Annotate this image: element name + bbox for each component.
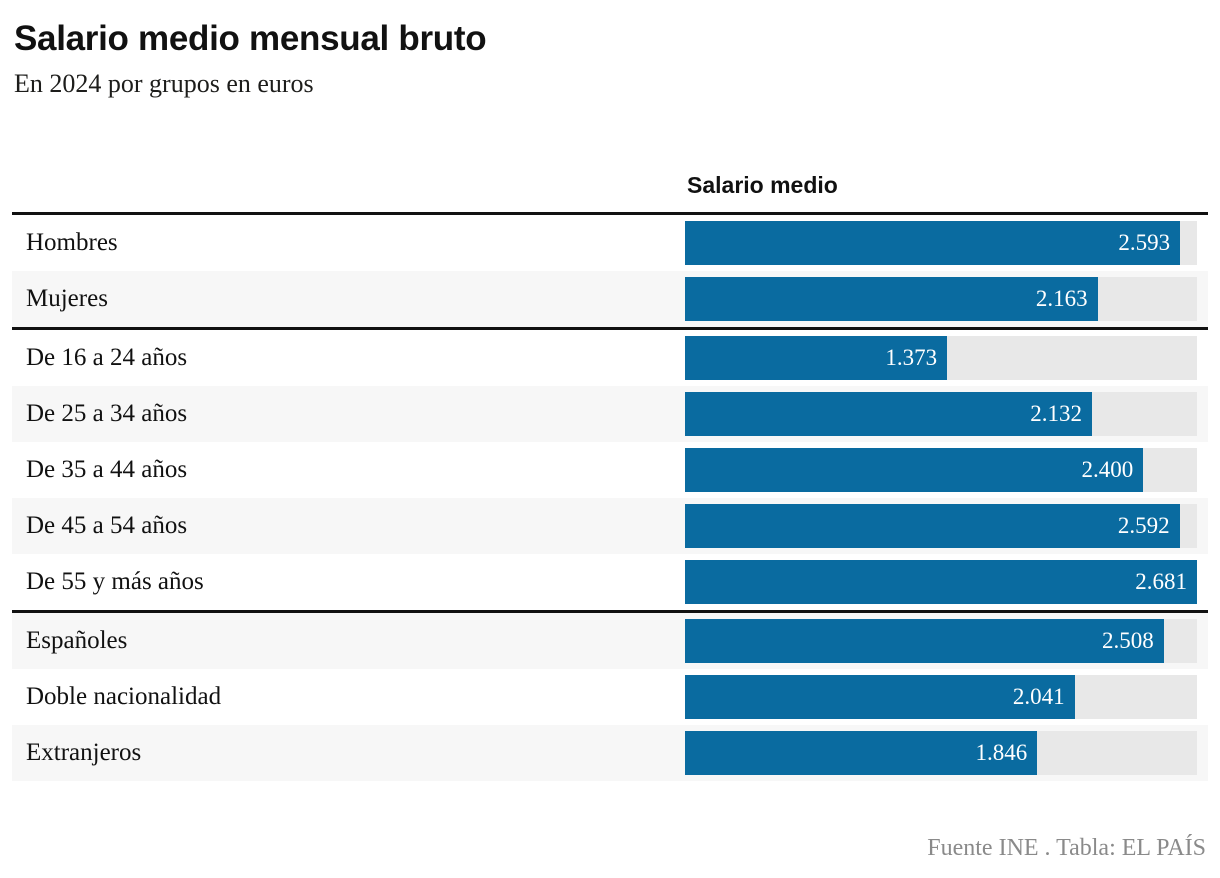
bar xyxy=(685,336,947,380)
bar-value-label: 2.400 xyxy=(1081,457,1134,482)
row-category-label: Españoles xyxy=(26,627,128,654)
bar-chart xyxy=(12,150,1208,781)
table-row xyxy=(12,725,1208,781)
bar xyxy=(685,560,1197,604)
bar-zone xyxy=(685,560,1197,604)
bar-value-label: 2.163 xyxy=(1035,286,1088,311)
bar-value-label: 1.373 xyxy=(885,345,938,370)
bar-value-label: 2.041 xyxy=(1012,684,1065,709)
table-row xyxy=(12,386,1208,442)
row-category-label: De 35 a 44 años xyxy=(26,456,188,483)
table-row xyxy=(12,498,1208,554)
table-row xyxy=(12,442,1208,498)
bar-value-label: 2.508 xyxy=(1101,628,1154,653)
row-category-label: De 45 a 54 años xyxy=(26,512,188,539)
row-category-label: Hombres xyxy=(26,229,118,256)
bar-value-label: 2.132 xyxy=(1030,401,1083,426)
source-note: Fuente INE . Tabla: EL PAÍS xyxy=(927,835,1206,861)
bar-zone xyxy=(685,675,1197,719)
row-category-label: Doble nacionalidad xyxy=(26,683,222,710)
bar-zone xyxy=(685,448,1197,492)
row-category-label: De 25 a 34 años xyxy=(26,400,188,427)
bar-value-label: 1.846 xyxy=(975,740,1028,765)
bar xyxy=(685,448,1143,492)
bar-value-label: 2.592 xyxy=(1117,513,1170,538)
bar xyxy=(685,619,1164,663)
table-row xyxy=(12,610,1208,669)
bar xyxy=(685,277,1098,321)
bar-value-label: 2.681 xyxy=(1135,569,1187,594)
bar-zone xyxy=(685,619,1197,663)
page-title: Salario medio mensual bruto xyxy=(14,19,487,58)
column-header-label: Salario medio xyxy=(687,172,838,198)
page-subtitle: En 2024 por grupos en euros xyxy=(14,69,314,98)
row-category-label: De 55 y más años xyxy=(26,568,204,595)
table-row xyxy=(12,669,1208,725)
bar-zone xyxy=(685,221,1197,265)
table-row xyxy=(12,554,1208,610)
column-header xyxy=(12,150,1208,212)
bar xyxy=(685,392,1092,436)
table-row xyxy=(12,327,1208,386)
bar-zone xyxy=(685,504,1197,548)
bar xyxy=(685,675,1075,719)
bar xyxy=(685,504,1180,548)
table-row xyxy=(12,215,1208,271)
table-row xyxy=(12,271,1208,327)
bar-zone xyxy=(685,731,1197,775)
bar-zone xyxy=(685,277,1197,321)
row-category-label: De 16 a 24 años xyxy=(26,344,188,371)
row-category-label: Mujeres xyxy=(26,285,108,312)
bar-zone xyxy=(685,336,1197,380)
bar xyxy=(685,221,1180,265)
bar-value-label: 2.593 xyxy=(1118,230,1171,255)
bar-zone xyxy=(685,392,1197,436)
row-category-label: Extranjeros xyxy=(26,739,142,766)
bar xyxy=(685,731,1037,775)
chart-rows xyxy=(12,212,1208,781)
